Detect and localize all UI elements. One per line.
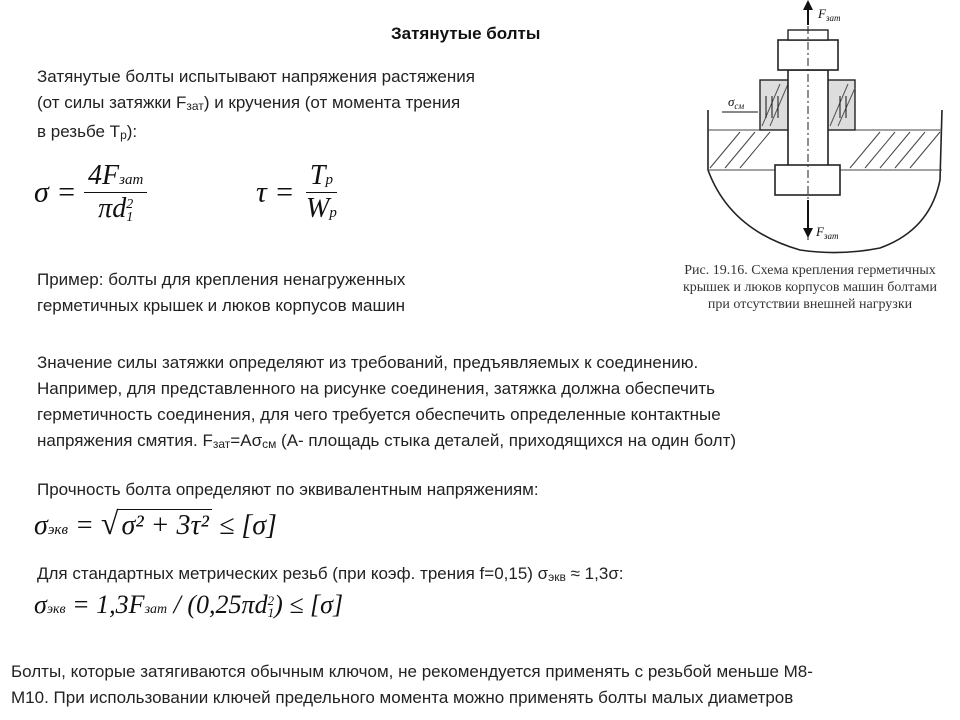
value-line-3: герметичность соединения, для чего требуется обеспечить определенные контактные xyxy=(37,405,721,424)
formula-standard: σэкв = 1,3Fзат / (0,25πd 2 1 ) ≤ [σ] xyxy=(34,590,344,621)
example-line-1: Пример: болты для крепления ненагруженных xyxy=(37,270,406,289)
standard-thread-text: Для стандартных метрических резьб (при коэф. трения f=0,15) σэкв ≈ 1,3σ: xyxy=(37,564,624,584)
force-label-top: $F_{зат}$ xyxy=(818,6,841,23)
formula-equivalent: σэкв = √ σ² + 3τ² ≤ [σ] xyxy=(34,505,277,541)
example-line-2: герметичных крышек и люков корпусов машин xyxy=(37,296,405,315)
value-line-4: напряжения смятия. Fзат=Aσсм (А- площадь стыка деталей, приходящихся на один болт) xyxy=(37,431,737,451)
example-text xyxy=(37,267,597,319)
figure-caption: Рис. 19.16. Схема крепления герметичных крышек и люков корпусов машин болтами при отсутствии внешней нагрузки xyxy=(682,263,938,312)
value-line-2: Например, для представленного на рисунке соединения, затяжка должна обеспечить xyxy=(37,379,716,398)
sigma-label: $\sigma_{см}$ xyxy=(728,94,745,111)
intro-text xyxy=(37,64,617,148)
intro-line-2: (от силы затяжки Fзат) и кручения (от момента трения xyxy=(37,93,461,113)
formula-torsion: τ = $\frac{Tр}{Wр}$ xyxy=(256,160,337,224)
intro-line-1: Затянутые болты испытывают напряжения растяжения xyxy=(37,67,475,86)
intro-line-3: в резьбе Tр): xyxy=(37,122,138,142)
value-line-1: Значение силы затяжки определяют из требований, предъявляемых к соединению. xyxy=(37,353,699,372)
bolt-joint-figure xyxy=(690,0,950,260)
formula-tension: σ = 4Fзат πd 2 1 xyxy=(34,160,147,225)
value-text xyxy=(37,350,942,457)
page-title: Затянутые болты xyxy=(391,24,541,43)
footer-line-2: М10. При использовании ключей предельного момента можно применять болты малых диаметров xyxy=(11,688,794,707)
strength-text: Прочность болта определяют по эквивалентным напряжениям: xyxy=(37,480,539,499)
footer-line-1: Болты, которые затягиваются обычным ключом, не рекомендуется применять с резьбой меньше М8- xyxy=(11,662,813,681)
force-label-bottom: $F_{зат}$ xyxy=(816,224,839,241)
footer-note xyxy=(11,659,956,711)
